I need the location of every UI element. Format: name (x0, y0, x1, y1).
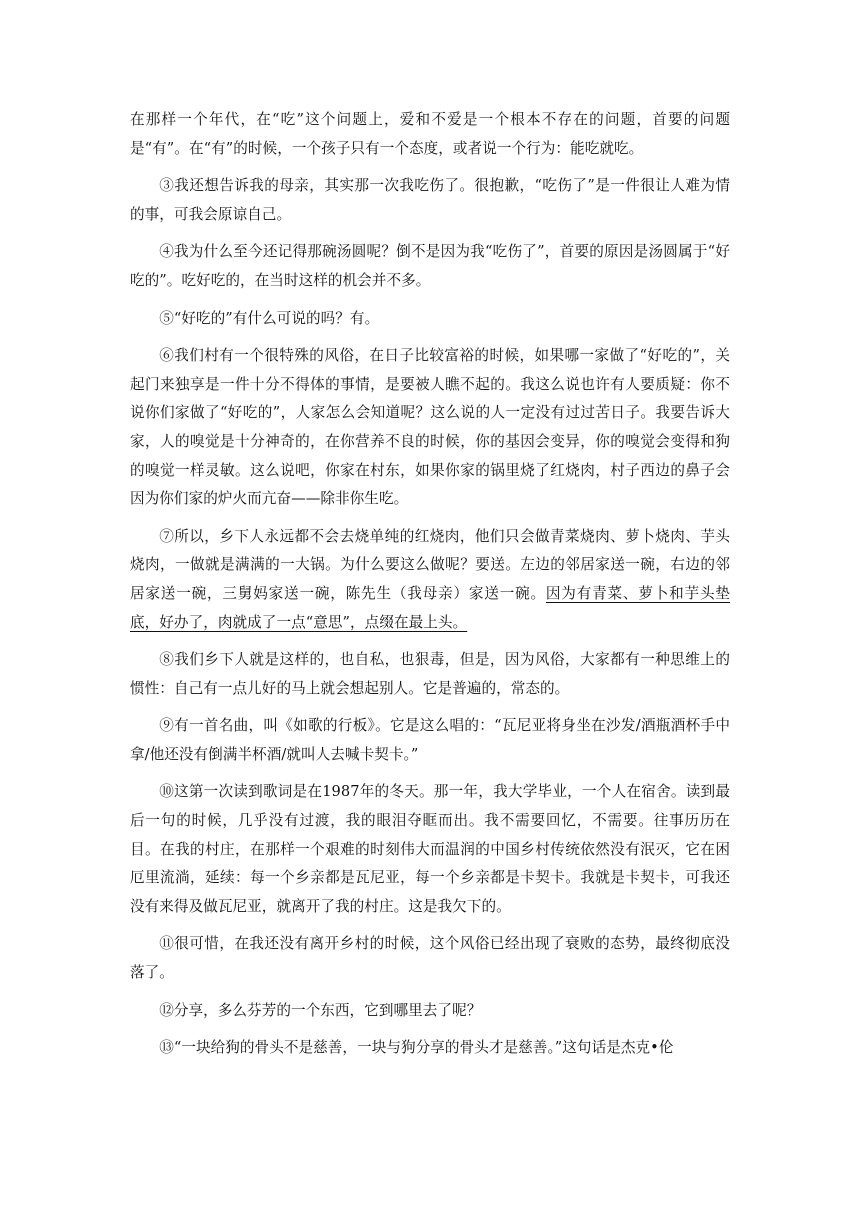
paragraph-8: ⑧我们乡下人就是这样的，也自私，也狠毒，但是，因为风俗，大家都有一种思维上的惯性：自己有一点儿好的马上就会想起别人。它是普遍的，常态的。 (130, 651, 730, 697)
paragraph-7-text: ⑦所以，乡下人永远都不会去烧单纯的红烧肉，他们只会做青菜烧肉、萝卜烧肉、芋头烧肉，一做就是满满的一大锅。为什么要这么做呢？要送。左边的邻居家送一碗，右边的邻居家送一碗，三舅妈家送一碗，陈先生（我母亲）家送一碗。 (130, 527, 730, 602)
paragraph-11: ⑪很可惜，在我还没有离开乡村的时候，这个风俗已经出现了衰败的态势，最终彻底没落了。 (130, 935, 730, 982)
paragraph-5: ⑤“好吃的”有什么可说的吗？有。 (159, 309, 380, 327)
paragraph-6: ⑥我们村有一个很特殊的风俗，在日子比较富裕的时候，如果哪一家做了“好吃的”，关起门来独享是一件十分不得体的事情，是要被人瞧不起的。我这么说也许有人要质疑：你不说你们家做了“好吃的”，人家怎么会知道呢？这么说的人一定没有过过苦日子。我要告诉大家，人的嗅觉是十分神奇的，在你营养不良的时候，你的基因会变异，你的嗅觉会变得和狗的嗅觉一样灵敏。这么说吧，你家在村东，如果你家的锅里烧了红烧肉，村子西边的鼻子会因为你们家的炉火而亢奋——除非你生吃。 (130, 347, 730, 508)
underlined-sentence: 因为有青菜、萝卜和芋头垫底，好办了，肉就成了一点“意思”，点缀在最上头。 (130, 584, 730, 631)
paragraph-7 (130, 523, 730, 637)
paragraph-12: ⑫分享，多么芬芳的一个东西，它到哪里去了呢？ (159, 1001, 482, 1019)
paragraph-3: ③我还想告诉我的母亲，其实那一次我吃伤了。很抱歉，“吃伤了”是一件很让人难为情的事，可我会原谅自己。 (130, 177, 730, 223)
paragraph-continued: 在那样一个年代，在“吃”这个问题上，爱和不爱是一个根本不存在的问题，首要的问题是“有”。在“有”的时候，一个孩子只有一个态度，或者说一个行为：能吃就吃。 (130, 111, 730, 157)
paragraph-10: ⑩这第一次读到歌词是在1987年的冬天。那一年，我大学毕业，一个人在宿舍。读到最后一句的时候，几乎没有过渡，我的眼泪夺眶而出。我不需要回忆，不需要。往事历历在目。在我的村庄，在那样一个艰难的时刻伟大而温润的中国乡村传统依然没有泯灭，它在困厄里流淌，延续：每一个乡亲都是瓦尼亚，每一个乡亲都是卡契卡。我就是卡契卡，可我还没有来得及做瓦尼亚，就离开了我的村庄。这是我欠下的。 (130, 783, 730, 915)
paragraph-4: ④我为什么至今还记得那碗汤圆呢？倒不是因为我“吃伤了”，首要的原因是汤圆属于“好吃的”。吃好吃的，在当时这样的机会并不多。 (130, 243, 730, 289)
paragraph-13: ⑬“一块给狗的骨头不是慈善，一块与狗分享的骨头才是慈善。”这句话是杰克•伦 (159, 1039, 674, 1057)
article-body (130, 106, 730, 1072)
paragraph-9: ⑨有一首名曲，叫《如歌的行板》。它是这么唱的：“瓦尼亚将身坐在沙发/酒瓶酒杯手中拿/他还没有倒满半杯酒/就叫人去喊卡契卡。” (130, 717, 730, 763)
